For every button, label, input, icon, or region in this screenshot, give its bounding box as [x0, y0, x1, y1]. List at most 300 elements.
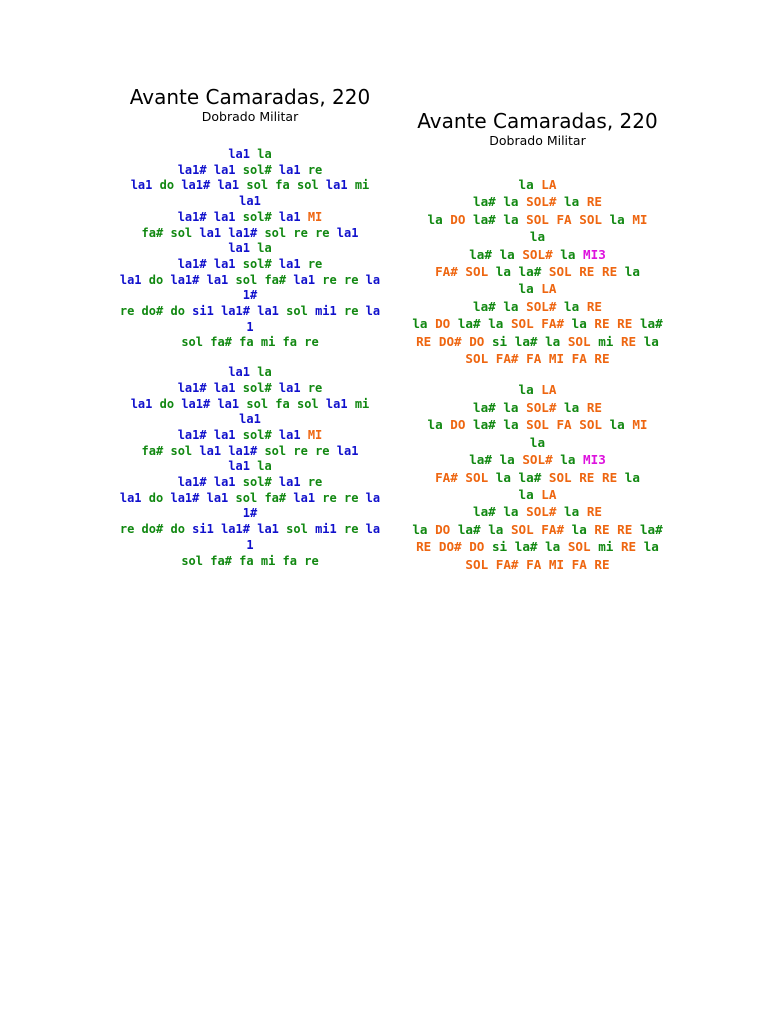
note-token: re [343, 490, 359, 505]
note-token: la1 [130, 178, 153, 193]
note-token: re [293, 225, 308, 240]
verse-1 [100, 147, 400, 351]
note-token: SOL [548, 469, 572, 485]
note-token: la# [457, 316, 481, 332]
note-token: re [304, 335, 319, 350]
note-token: FA# [495, 556, 519, 572]
note-token: DO [450, 211, 466, 227]
note-token: la1 [119, 272, 142, 287]
note-token: la [609, 417, 625, 433]
note-token: re [304, 553, 319, 568]
note-token: la [499, 452, 515, 468]
note-token: DO [469, 539, 485, 555]
note-token: la# [514, 539, 538, 555]
right-column [395, 108, 680, 573]
note-token: la1# [177, 209, 207, 224]
note-token: SOL# [522, 246, 553, 262]
note-token: re [307, 256, 323, 271]
note-token: la1 [199, 225, 222, 240]
note-token: la1# [177, 380, 207, 395]
note-token: la# [469, 452, 492, 468]
note-token: la1 [336, 443, 359, 458]
note-token: FA [526, 351, 542, 367]
note-token: FA [526, 556, 542, 572]
note-token: la [503, 399, 519, 415]
note-token: la [365, 272, 381, 287]
note-token: la [503, 194, 519, 210]
note-token: fa# [264, 490, 287, 505]
note-token: fa# [210, 335, 232, 350]
note-line [395, 416, 680, 433]
note-token: la1 [336, 225, 359, 240]
note-token: RE [617, 521, 633, 537]
note-token: 1# [242, 288, 258, 303]
note-token: la [257, 459, 272, 474]
note-line [100, 226, 400, 242]
note-token: la [503, 417, 519, 433]
note-token: do [159, 396, 175, 411]
note-token: SOL [465, 556, 489, 572]
note-token: la [427, 417, 443, 433]
note-token: SOL# [526, 194, 557, 210]
note-token: la1 [257, 522, 279, 537]
note-token: la# [639, 316, 663, 332]
note-token: la1 [325, 396, 348, 411]
song-subtitle: Dobrado Militar [489, 133, 586, 148]
note-token: SOL [510, 316, 534, 332]
note-token: la1# [228, 443, 258, 458]
note-token: FA [571, 556, 587, 572]
note-token: sol [235, 490, 258, 505]
note-token: la# [473, 298, 496, 314]
note-token: FA [556, 211, 572, 227]
note-token: la1# [181, 178, 211, 193]
note-token: la1 [228, 365, 250, 380]
note-token: RE [620, 539, 637, 555]
note-token: la1 [325, 178, 348, 193]
note-token: la [518, 281, 534, 297]
note-token: MI [307, 427, 323, 442]
note-token: re [322, 272, 337, 287]
note-token: la1 [278, 162, 301, 177]
note-line [395, 399, 680, 416]
note-line [100, 304, 400, 320]
note-token: la1 [278, 256, 301, 271]
note-token: sol [246, 396, 269, 411]
note-line [100, 444, 400, 460]
note-token: la [412, 521, 428, 537]
note-token: RE [594, 351, 610, 367]
note-token: sol [286, 522, 308, 537]
note-token: DO [469, 333, 485, 349]
note-token: la1# [221, 304, 250, 319]
note-token: sol [170, 225, 193, 240]
note-token: fa [239, 335, 254, 350]
note-token: la [564, 194, 580, 210]
note-token: la1 [213, 380, 236, 395]
note-line [100, 475, 400, 491]
note-token: la [564, 504, 580, 520]
note-token: do# [141, 304, 164, 319]
note-token: la1 [228, 147, 250, 161]
note-token: RE [594, 556, 610, 572]
note-token: fa# [141, 225, 164, 240]
note-token: la# [473, 211, 496, 227]
note-token: la [560, 452, 576, 468]
note-token: la [488, 316, 504, 332]
note-token: FA# [435, 469, 458, 485]
note-token: DO [435, 316, 451, 332]
note-token: la# [473, 399, 496, 415]
note-token: SOL# [526, 504, 557, 520]
note-token: la1 [217, 396, 240, 411]
note-token: la1 [293, 490, 316, 505]
note-line [395, 315, 680, 332]
note-token: la1 [213, 427, 236, 442]
note-token: la1 [213, 209, 236, 224]
note-token: la1 [278, 380, 301, 395]
note-token: RE [579, 264, 595, 280]
note-token: la [564, 399, 580, 415]
note-token: la [529, 229, 546, 245]
left-column [100, 84, 400, 569]
note-token: la [624, 469, 640, 485]
note-token: la# [518, 264, 542, 280]
note-token: la [257, 365, 272, 380]
note-token: SOL [567, 333, 591, 349]
note-token: la1 [119, 490, 142, 505]
note-token: la# [469, 246, 492, 262]
note-token: SOL [526, 211, 549, 227]
note-token: SOL [579, 417, 602, 433]
note-token: MI [548, 351, 565, 367]
note-line [100, 522, 400, 538]
note-token: RE [416, 539, 432, 555]
note-token: sol [264, 225, 287, 240]
note-token: fa [282, 553, 297, 568]
note-token: fa [282, 335, 297, 350]
note-token: FA# [541, 316, 565, 332]
note-token: la1 [199, 443, 222, 458]
note-token: RE [594, 521, 610, 537]
note-line [395, 434, 680, 451]
note-token: re [343, 272, 359, 287]
note-token: do [170, 522, 185, 537]
note-token: la [609, 211, 625, 227]
note-token: la1# [177, 475, 207, 490]
note-token: re [293, 443, 308, 458]
note-line [100, 491, 400, 507]
note-token: MI [548, 556, 565, 572]
note-token: sol [296, 178, 319, 193]
note-token: la1# [177, 256, 207, 271]
note-line [395, 556, 680, 573]
note-line [395, 469, 680, 486]
note-token: sol# [242, 162, 272, 177]
note-token: RE [416, 333, 432, 349]
note-token: MI [632, 417, 648, 433]
note-token: SOL# [526, 399, 557, 415]
note-line [395, 538, 680, 555]
note-token: RE [586, 399, 602, 415]
note-token: la1 [257, 304, 279, 319]
note-token: la1# [177, 162, 207, 177]
note-line [395, 280, 680, 297]
note-token: la [529, 434, 546, 450]
verse-1 [395, 176, 680, 367]
note-token: SOL [465, 264, 489, 280]
note-line [395, 521, 680, 538]
note-token: la [545, 333, 561, 349]
note-token: la1# [177, 427, 207, 442]
note-token: sol# [242, 380, 272, 395]
note-line [100, 320, 400, 336]
note-token: RE [617, 316, 633, 332]
note-token: la [503, 504, 519, 520]
note-line [100, 257, 400, 273]
note-token: la1# [228, 225, 258, 240]
note-token: DO [435, 521, 451, 537]
note-token: fa# [210, 553, 232, 568]
note-token: RE [620, 333, 637, 349]
note-token: re [315, 225, 330, 240]
note-line [100, 428, 400, 444]
note-token: re [322, 490, 337, 505]
note-token: do [148, 490, 164, 505]
note-token: fa [239, 553, 254, 568]
note-token: sol# [242, 427, 272, 442]
note-line [100, 241, 400, 257]
note-token: SOL [465, 351, 489, 367]
note-token: si [491, 333, 508, 349]
note-token: mi [354, 396, 370, 411]
verse-2 [395, 381, 680, 572]
note-token: DO [450, 417, 466, 433]
verse-2 [100, 365, 400, 569]
note-token: FA [556, 417, 572, 433]
note-token: la [518, 177, 534, 192]
note-token: la1# [170, 490, 200, 505]
note-token: la [624, 264, 640, 280]
note-line [100, 381, 400, 397]
note-token: la1 [239, 412, 261, 427]
note-token: la1 [213, 475, 236, 490]
note-token: LA [541, 177, 557, 192]
note-token: mi [354, 178, 370, 193]
note-line [100, 163, 400, 179]
note-token: SOL# [526, 298, 557, 314]
note-token: re [119, 522, 135, 537]
note-token: do [159, 178, 175, 193]
note-token: re [343, 304, 359, 319]
note-token: SOL# [522, 452, 553, 468]
note-token: la [571, 316, 587, 332]
note-token: la1 [206, 272, 229, 287]
note-token: si1 [192, 522, 214, 537]
note-token: SOL [510, 521, 534, 537]
note-token: SOL [465, 469, 489, 485]
note-token: la [365, 304, 381, 319]
note-line [100, 273, 400, 289]
note-token: FA [571, 351, 587, 367]
note-line [100, 335, 400, 351]
note-token: la# [457, 521, 481, 537]
note-line [395, 193, 680, 210]
note-token: sol# [242, 209, 272, 224]
note-token: la [518, 382, 534, 398]
note-line [395, 486, 680, 503]
note-token: fa [275, 178, 290, 193]
note-token: mi [260, 553, 276, 568]
note-token: do# [141, 522, 164, 537]
note-line [395, 350, 680, 367]
note-line [395, 263, 680, 280]
note-token: RE [586, 504, 602, 520]
note-token: SOL [548, 264, 572, 280]
note-token: sol [181, 553, 203, 568]
note-token: RE [601, 469, 618, 485]
note-token: la [257, 241, 272, 256]
note-line [100, 554, 400, 570]
note-token: mi1 [315, 304, 337, 319]
note-token: DO# [438, 539, 462, 555]
note-token: FA# [495, 351, 519, 367]
note-token: do [148, 272, 164, 287]
note-line [100, 178, 400, 194]
note-token: re [343, 522, 359, 537]
note-token: si1 [192, 304, 214, 319]
note-token: la [495, 469, 511, 485]
note-token: re [315, 443, 330, 458]
note-token: RE [586, 298, 602, 314]
note-token: la# [639, 521, 663, 537]
note-token: mi1 [315, 522, 337, 537]
note-token: fa [275, 396, 290, 411]
note-token: sol [235, 272, 258, 287]
note-line [100, 412, 400, 428]
note-line [395, 228, 680, 245]
note-token: fa# [264, 272, 287, 287]
note-token: RE [594, 316, 610, 332]
note-token: SOL [579, 211, 602, 227]
note-token: re [119, 304, 135, 319]
note-token: MI3 [583, 452, 606, 468]
note-token: RE [586, 194, 602, 210]
note-token: la1 [278, 427, 301, 442]
note-token: MI [307, 209, 323, 224]
note-token: MI3 [583, 246, 606, 262]
note-token: LA [541, 281, 557, 297]
note-line [395, 381, 680, 398]
note-token: sol [181, 335, 203, 350]
note-token: la1 [278, 475, 301, 490]
note-line [100, 506, 400, 522]
note-token: la1 [130, 396, 153, 411]
note-token: la# [514, 333, 538, 349]
note-line [395, 298, 680, 315]
note-token: la [365, 522, 381, 537]
note-line [100, 538, 400, 554]
note-token: la1 [239, 194, 261, 209]
note-token: RE [579, 469, 595, 485]
note-line [100, 397, 400, 413]
note-token: 1 [246, 537, 254, 552]
note-token: re [307, 475, 323, 490]
note-token: 1 [246, 319, 254, 334]
note-token: mi [260, 335, 276, 350]
note-line [100, 365, 400, 381]
note-token: la [643, 539, 659, 555]
note-token: DO# [438, 333, 462, 349]
note-token: la [499, 246, 515, 262]
note-token: la# [473, 417, 496, 433]
note-token: 1# [242, 506, 258, 521]
note-line [100, 459, 400, 475]
note-token: la1# [221, 522, 250, 537]
note-token: SOL [567, 539, 591, 555]
song-title: Avante Camaradas, 220 [129, 85, 371, 109]
note-token: la [518, 486, 534, 502]
note-token: la1 [278, 209, 301, 224]
note-token: la1 [228, 459, 250, 474]
note-token: la1 [217, 178, 240, 193]
note-token: la [257, 147, 272, 161]
note-token: la# [473, 504, 496, 520]
note-line [395, 176, 680, 193]
note-token: la [545, 539, 561, 555]
song-title: Avante Camaradas, 220 [417, 109, 658, 133]
note-token: mi [598, 333, 614, 349]
note-token: la [503, 211, 519, 227]
note-token: la1 [206, 490, 229, 505]
note-token: la1 [213, 256, 236, 271]
note-line [395, 503, 680, 520]
note-token: SOL [526, 417, 549, 433]
note-line [100, 194, 400, 210]
note-token: la1 [293, 272, 316, 287]
note-token: la# [518, 469, 542, 485]
note-token: mi [598, 539, 614, 555]
note-token: sol [296, 396, 319, 411]
note-token: la1# [170, 272, 200, 287]
note-line [395, 451, 680, 468]
note-line [395, 246, 680, 263]
note-token: sol [246, 178, 269, 193]
note-token: sol [170, 443, 193, 458]
note-token: sol# [242, 475, 272, 490]
note-line [100, 288, 400, 304]
note-token: sol [286, 304, 308, 319]
note-token: si [491, 539, 508, 555]
note-token: LA [541, 382, 557, 398]
note-token: do [170, 304, 185, 319]
note-token: la [495, 264, 511, 280]
note-token: la [560, 246, 576, 262]
note-line [395, 211, 680, 228]
note-line [100, 210, 400, 226]
note-token: la [427, 211, 443, 227]
note-token: la [488, 521, 504, 537]
note-token: fa# [141, 443, 164, 458]
note-token: re [307, 162, 323, 177]
note-token: la [643, 333, 659, 349]
song-subtitle: Dobrado Militar [201, 109, 299, 124]
note-token: la1 [228, 241, 250, 256]
note-token: la [564, 298, 580, 314]
note-token: la1# [181, 396, 211, 411]
note-token: la1 [213, 162, 236, 177]
note-token: MI [632, 211, 648, 227]
